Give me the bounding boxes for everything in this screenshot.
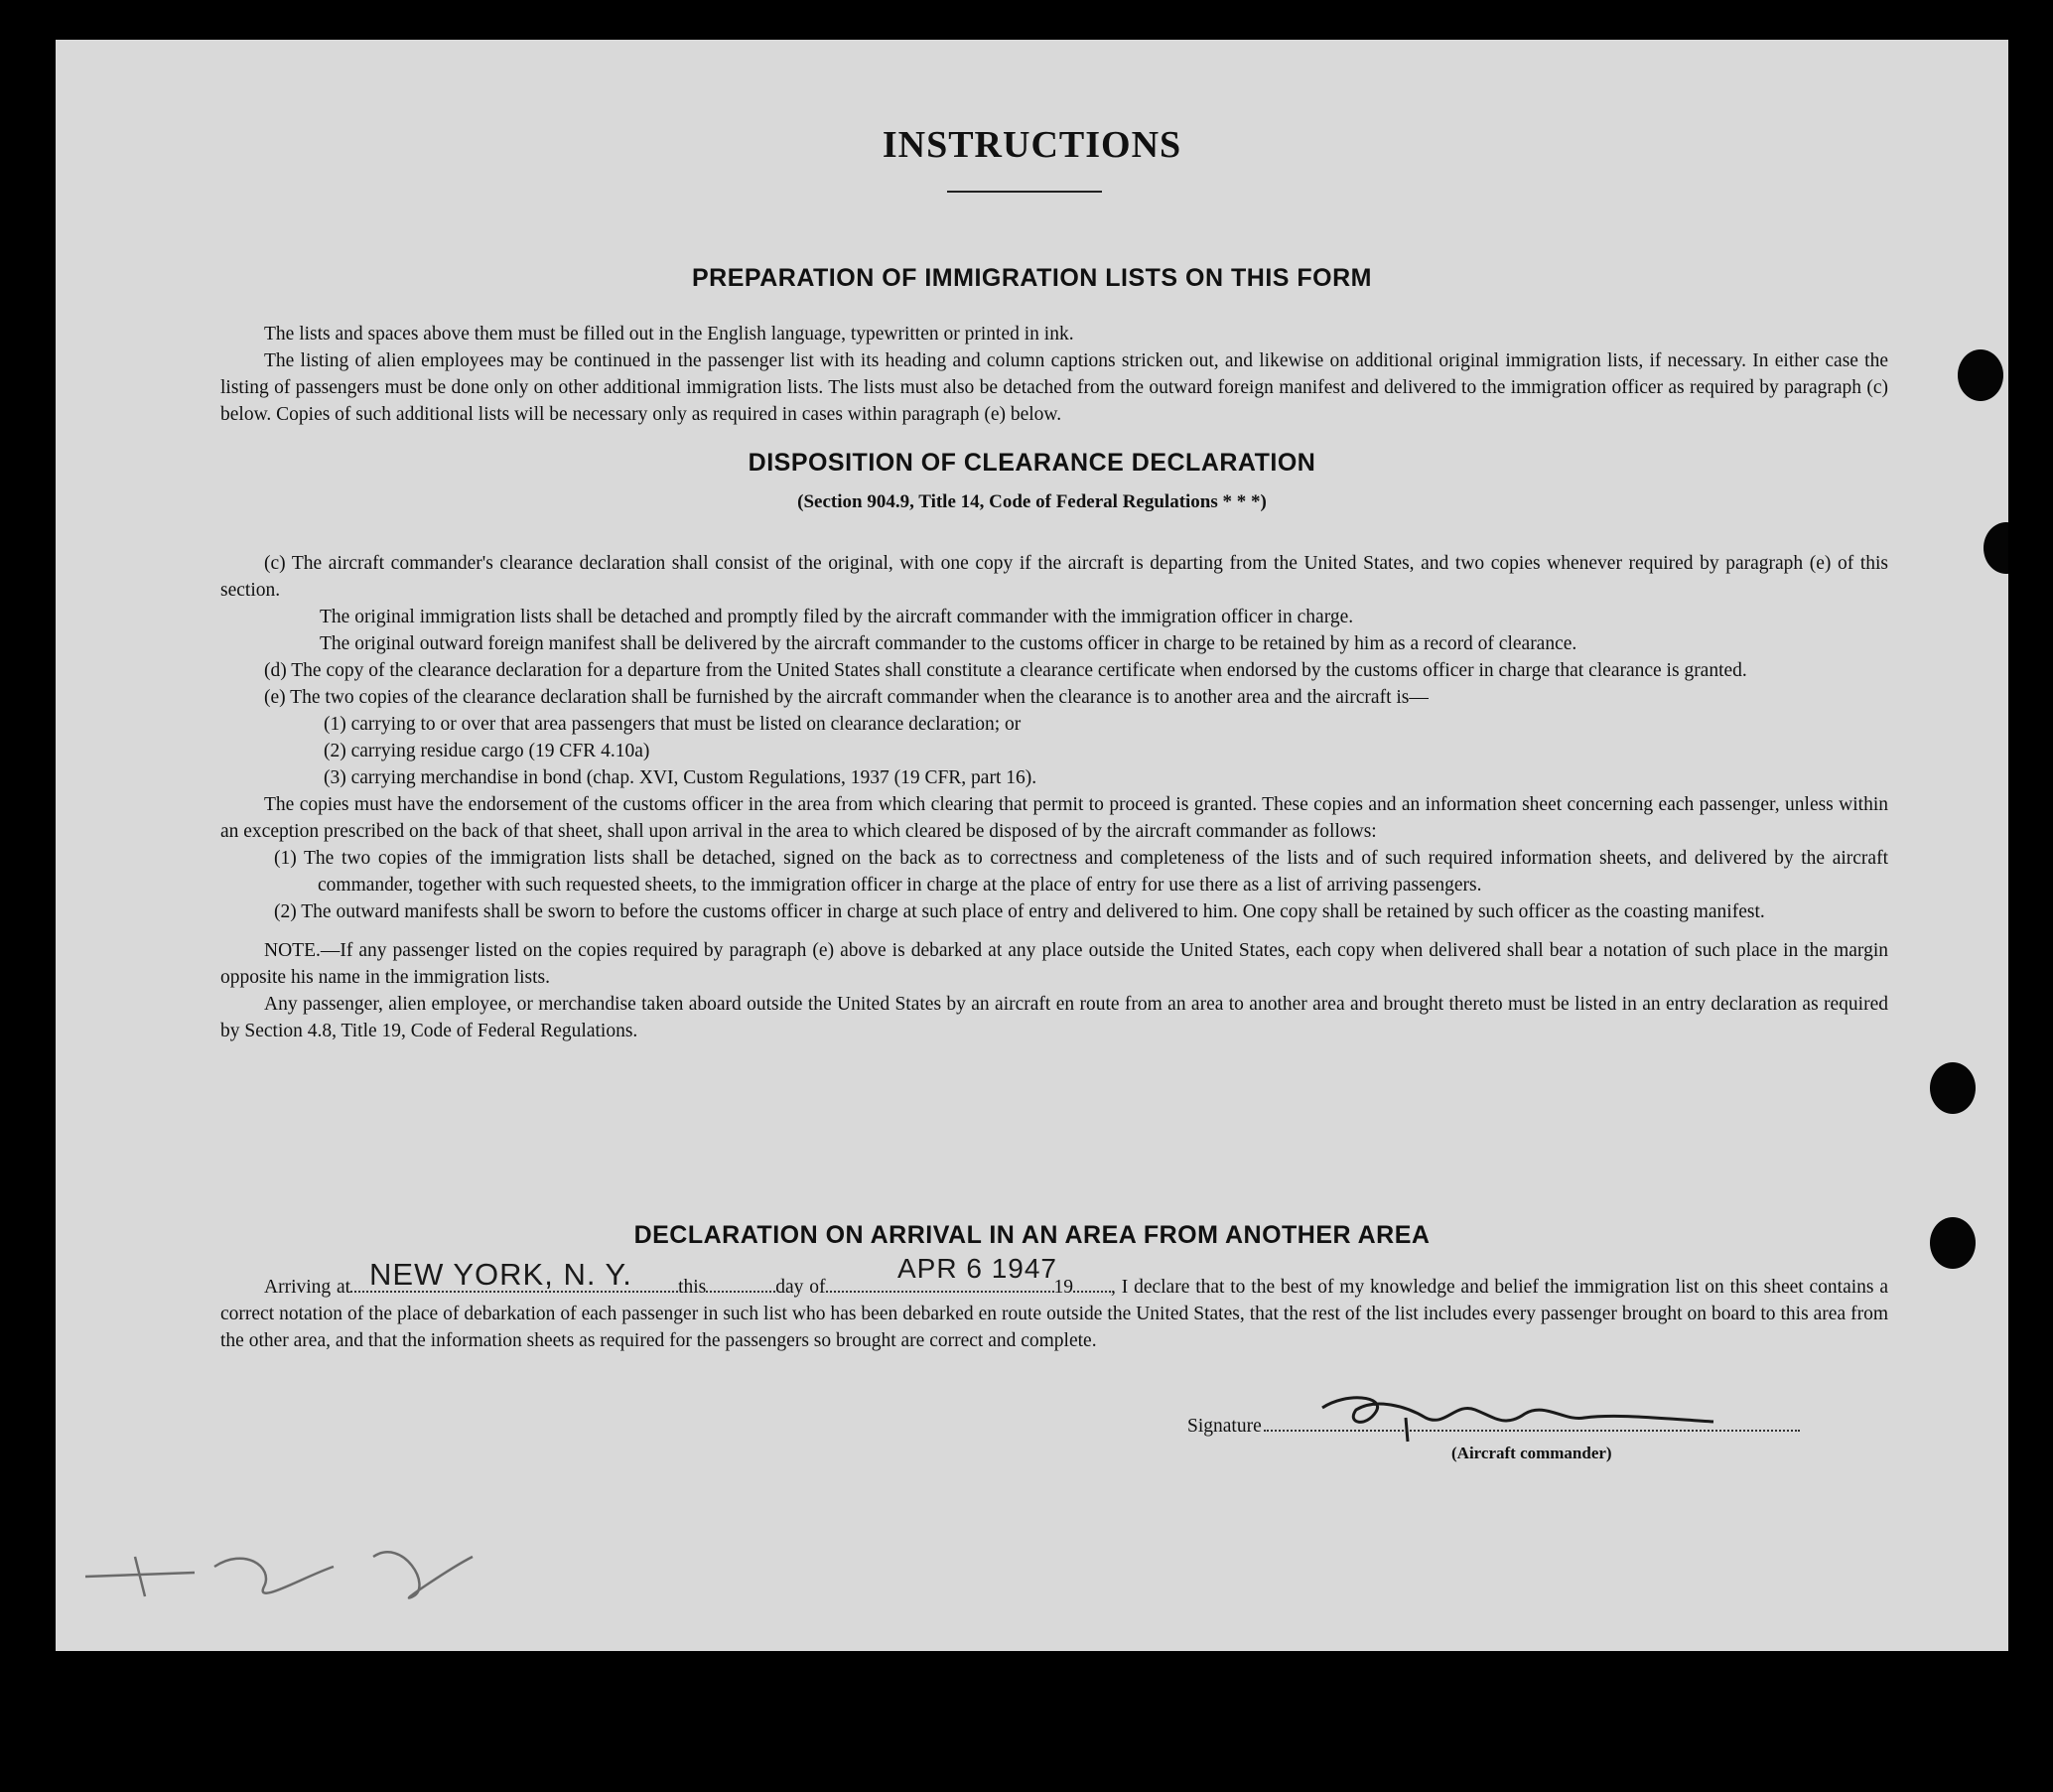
paragraph-c-1: The original immigration lists shall be detached and promptly filed by the aircraft commander with the immigration officer in charge. [320,607,1354,627]
arriving-at-label: Arriving at [264,1277,351,1298]
paragraph-copies: The copies must have the endorsement of the customs officer in the area from which clearing that permit to proceed is granted. These copies and an information sheet concerning each passenger, unless within an exception prescribed on the back of that sheet, shall upon arrival in the area to which cleared be disposed of by the aircraft commander as follows: [220,794,1888,842]
title-underline [947,191,1102,193]
page-title: INSTRUCTIONS [882,124,1182,166]
disposition-body [220,550,1888,1044]
paragraph-e-1: (1) carrying to or over that area passengers that must be listed on clearance declaration; or [324,714,1022,735]
paragraph-d: (d) The copy of the clearance declaration for a departure from the United States shall constitute a clearance certificate when endorsed by the customs officer in charge that clearance is granted. [264,660,1747,681]
day-field [706,1273,775,1293]
day-of-label: day of [775,1277,826,1298]
signature-role: (Aircraft commander) [1451,1444,1612,1462]
paragraph-e-2: (2) carrying residue cargo (19 CFR 4.10a) [324,741,650,761]
disposition-heading: DISPOSITION OF CLEARANCE DECLARATION [748,449,1316,477]
punch-hole [1958,349,2003,401]
preparation-paragraph-1: The lists and spaces above them must be filled out in the English language, typewritten or printed in ink. [264,324,1074,345]
paragraph-e-3: (3) carrying merchandise in bond (chap. XVI, Custom Regulations, 1937 (19 CFR, part 16). [324,767,1037,788]
stamped-date: APR 6 1947 [897,1253,1057,1284]
declaration-text: , I declare that to the best of my knowledge and belief the immigration list on this sheet contains a correct notation of the place of debarkation of each passenger in such list who has been debarked en route outside the United States, that the rest of the list includes every passenger brought on board to this area from the other area, and that the information sheets as required for the passengers so brought are correct and complete. [220,1277,1888,1351]
paragraph-e: (e) The two copies of the clearance declaration shall be furnished by the aircraft commander when the clearance is to another area and the aircraft is— [264,687,1429,708]
declaration-heading: DECLARATION ON ARRIVAL IN AN AREA FROM ANOTHER AREA [633,1221,1431,1249]
disposition-subheading: (Section 904.9, Title 14, Code of Federal Regulations * * *) [797,491,1267,512]
preparation-paragraph-2: The listing of alien employees may be continued in the passenger list with its heading and column captions stricken out, and likewise on additional original immigration lists, if necessary. In either case the listing of passengers must be done only on other additional immigration lists. The lists must also be detached from the outward foreign manifest and delivered to the immigration officer as required by paragraph (c) below. Copies of such additional lists will be necessary only as required in cases within paragraph (e) below. [220,350,1888,425]
year-prefix: 19 [1053,1277,1074,1298]
year-field [1073,1273,1111,1293]
punch-hole [1930,1217,1976,1269]
signature-label-text: Signature [1187,1416,1262,1437]
handwritten-place: NEW YORK, N. Y. [369,1257,632,1292]
paragraph-f-1: (1) The two copies of the immigration lists shall be detached, signed on the back as to correctness and completeness of the lists and of such required information sheets, and delivered by the aircraft commander, together with such requested sheets, to the immigration officer in charge at the place of entry for use there as a list of arriving passengers. [274,848,1888,896]
faded-bleed-signature [75,1527,592,1616]
document-page [56,40,2008,1651]
this-label: this [678,1277,707,1298]
paragraph-f-2: (2) The outward manifests shall be sworn to before the customs officer in charge at such place of entry and delivered to him. One copy shall be retained by such officer as the coasting manifest. [274,901,1765,922]
punch-hole [1984,522,2008,574]
paragraph-c: (c) The aircraft commander's clearance declaration shall consist of the original, with one copy if the aircraft is departing from the United States, and two copies whenever required by paragraph (e) of this section. [220,553,1888,601]
preparation-body [220,321,1888,428]
signature-scrawl [1316,1388,1733,1447]
paragraph-c-2: The original outward foreign manifest shall be delivered by the aircraft commander to the customs officer in charge to be retained by him as a record of clearance. [320,633,1577,654]
preparation-heading: PREPARATION OF IMMIGRATION LISTS ON THIS FORM [692,264,1372,292]
paragraph-note: NOTE.—If any passenger listed on the copies required by paragraph (e) above is debarked at any place outside the United States, each copy when delivered shall bear a notation of such place in the margin opposite his name in the immigration lists. [220,940,1888,988]
paragraph-any-passenger: Any passenger, alien employee, or merchandise taken aboard outside the United States by an aircraft en route from an area to another area and brought thereto must be listed in an entry declaration as required by Section 4.8, Title 19, Code of Federal Regulations. [220,994,1888,1041]
punch-hole [1930,1062,1976,1114]
